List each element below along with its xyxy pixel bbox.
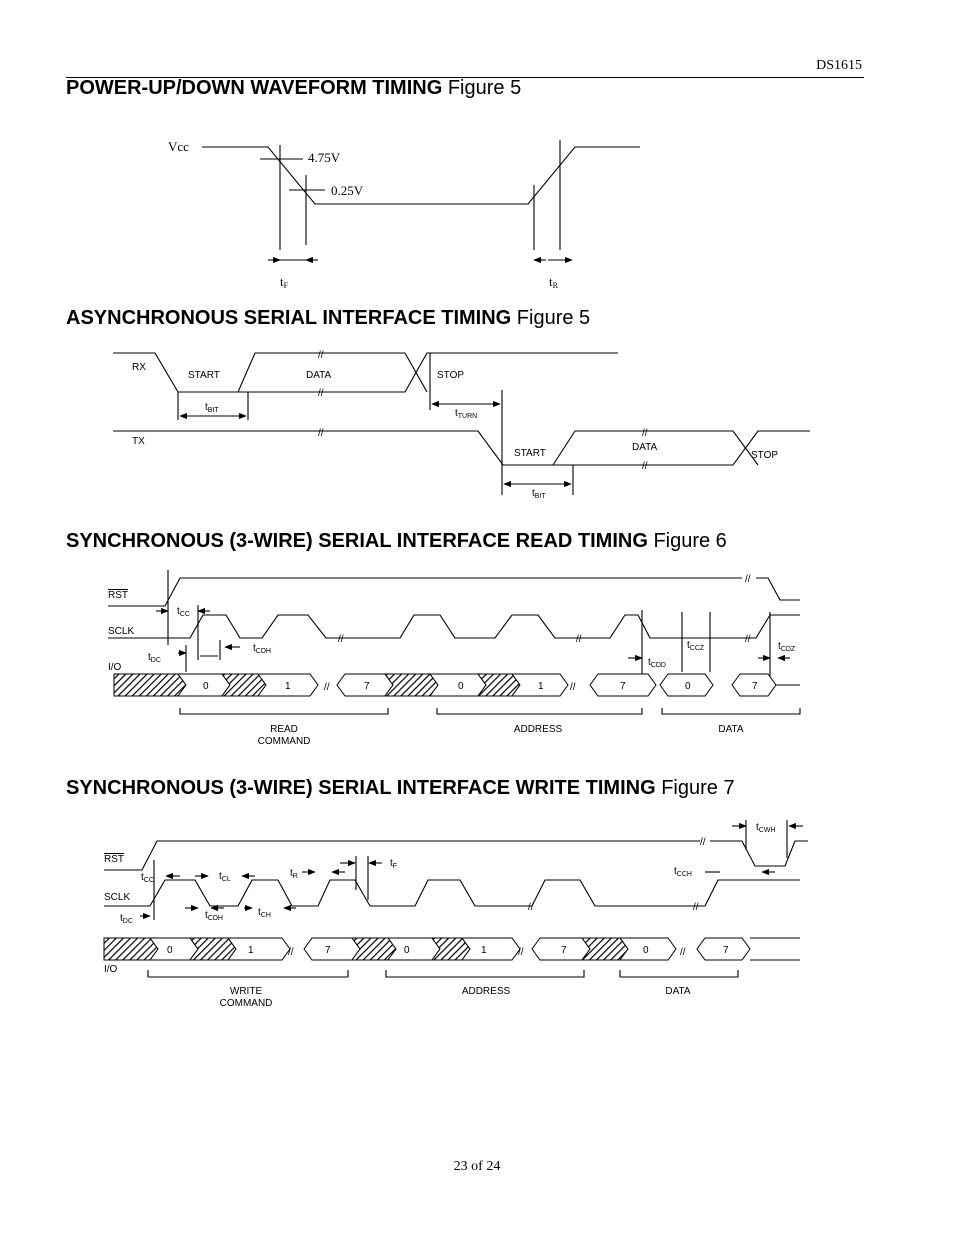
figure-ref: Figure 5 bbox=[516, 307, 591, 329]
tr-label: tR bbox=[549, 274, 558, 290]
data-label: DATA bbox=[665, 986, 691, 997]
tcl-label: $t_{CL}$ bbox=[219, 871, 231, 883]
address-brace bbox=[386, 970, 584, 977]
write-command-brace bbox=[148, 970, 348, 977]
rst-label: RST bbox=[104, 854, 124, 865]
bit-label: 7 bbox=[620, 681, 626, 692]
address-label: ADDRESS bbox=[461, 986, 511, 997]
tf-label: $t_F$ bbox=[390, 858, 398, 870]
rst-waveform bbox=[104, 841, 700, 870]
title-text: SYNCHRONOUS (3-WIRE) SERIAL INTERFACE WRITE TIMING bbox=[66, 777, 656, 799]
bit-label: 0 bbox=[458, 681, 464, 692]
break-mark: // bbox=[693, 902, 699, 913]
io-bit-1 bbox=[228, 938, 290, 960]
io-dontcare bbox=[114, 674, 186, 696]
label-4.75v: 4.75V bbox=[308, 150, 341, 165]
tr-label: $t_R$ bbox=[290, 868, 298, 880]
tturn-label: $t_{TURN}$ bbox=[455, 408, 478, 420]
power-waveform-diagram bbox=[168, 139, 640, 290]
bit-label: 0 bbox=[203, 681, 209, 692]
tcwh-label: $t_{CWH}$ bbox=[756, 822, 776, 834]
io-dontcare bbox=[385, 674, 438, 696]
data-brace bbox=[620, 970, 738, 977]
bit-label: 1 bbox=[285, 681, 291, 692]
rst-label: RST bbox=[108, 590, 128, 601]
page-number: 23 of 24 bbox=[453, 1159, 501, 1174]
break-mark: // bbox=[324, 682, 330, 693]
tcc-label: $t_{CC}$ bbox=[141, 872, 154, 884]
break-mark: // bbox=[338, 634, 344, 645]
bit-label: 7 bbox=[752, 681, 758, 692]
tf-label: tF bbox=[280, 274, 289, 290]
io-bit-7 bbox=[304, 938, 360, 960]
break-mark: // bbox=[318, 350, 324, 361]
bit-label: 1 bbox=[481, 945, 487, 956]
command-label: COMMAND bbox=[257, 736, 311, 747]
tcc-label: $t_{CC}$ bbox=[177, 606, 190, 618]
bit-label: 0 bbox=[643, 945, 649, 956]
io-dontcare bbox=[104, 938, 158, 960]
read-command-brace bbox=[180, 708, 388, 714]
tch-label: $t_{CH}$ bbox=[258, 907, 271, 919]
title-text: SYNCHRONOUS (3-WIRE) SERIAL INTERFACE READ TIMING bbox=[66, 530, 648, 552]
break-mark: // bbox=[528, 902, 534, 913]
figure-ref: Figure 6 bbox=[653, 530, 727, 552]
title-text: ASYNCHRONOUS SERIAL INTERFACE TIMING bbox=[66, 307, 512, 329]
tcdd-label: $t_{CDD}$ bbox=[648, 657, 666, 669]
address-brace bbox=[437, 708, 642, 714]
break-mark: // bbox=[288, 947, 294, 958]
bit-label: 0 bbox=[685, 681, 691, 692]
rx-tbit-label: $t_{BIT}$ bbox=[205, 402, 219, 414]
tx-tbit-label: $t_{BIT}$ bbox=[532, 488, 546, 500]
rst-waveform-end bbox=[710, 841, 808, 866]
rx-data-label: DATA bbox=[306, 370, 332, 381]
address-label: ADDRESS bbox=[513, 724, 563, 735]
tcdh-label: $t_{CDH}$ bbox=[253, 643, 271, 655]
break-mark: // bbox=[642, 461, 648, 472]
label-0.25v: 0.25V bbox=[331, 183, 364, 198]
tx-label: TX bbox=[132, 436, 145, 447]
vcc-waveform bbox=[202, 147, 640, 204]
bit-label: 7 bbox=[561, 945, 567, 956]
tx-start-label: START bbox=[514, 448, 546, 459]
sync-read-diagram bbox=[108, 570, 800, 747]
io-addr-bit-0 bbox=[388, 938, 440, 960]
title-text: POWER-UP/DOWN WAVEFORM TIMING bbox=[66, 77, 443, 99]
bit-label: 7 bbox=[325, 945, 331, 956]
break-mark: // bbox=[518, 947, 524, 958]
sclk-label: SCLK bbox=[108, 626, 135, 637]
break-mark: // bbox=[576, 634, 582, 645]
bit-label: 1 bbox=[248, 945, 254, 956]
io-label: I/O bbox=[104, 964, 118, 975]
vcc-label: Vcc bbox=[168, 139, 189, 154]
break-mark: // bbox=[745, 634, 751, 645]
rx-start-label: START bbox=[188, 370, 220, 381]
tx-stop-label: STOP bbox=[751, 450, 779, 461]
break-mark: // bbox=[700, 837, 706, 848]
figure-ref: Figure 5 bbox=[447, 77, 522, 99]
break-mark: // bbox=[745, 574, 751, 585]
tx-data-label: DATA bbox=[632, 442, 658, 453]
data-label: DATA bbox=[718, 724, 744, 735]
tccz-label: $t_{CCZ}$ bbox=[687, 640, 705, 652]
tdc-label: $t_{DC}$ bbox=[148, 652, 161, 664]
bit-label: 7 bbox=[723, 945, 729, 956]
io-label: I/O bbox=[108, 662, 122, 673]
bit-label: 0 bbox=[404, 945, 410, 956]
rx-bottom-waveform bbox=[238, 353, 618, 392]
bit-label: 1 bbox=[538, 681, 544, 692]
tcdh-label: $t_{CDH}$ bbox=[205, 910, 223, 922]
rst-waveform bbox=[108, 578, 742, 606]
sync-write-diagram bbox=[104, 820, 808, 1009]
write-label: WRITE bbox=[229, 986, 263, 997]
rx-label: RX bbox=[132, 362, 146, 373]
command-label: COMMAND bbox=[219, 998, 273, 1009]
tdc-label: $t_{DC}$ bbox=[120, 913, 133, 925]
tcch-label: $t_{CCH}$ bbox=[674, 866, 692, 878]
sclk-label: SCLK bbox=[104, 892, 131, 903]
rx-top-waveform bbox=[113, 353, 427, 392]
bit-label: 0 bbox=[167, 945, 173, 956]
break-mark: // bbox=[318, 388, 324, 399]
tx-top-waveform bbox=[113, 431, 758, 465]
tcdz-label: $t_{CDZ}$ bbox=[778, 641, 796, 653]
document-code: DS1615 bbox=[816, 58, 862, 73]
io-addr-bit-1 bbox=[462, 938, 520, 960]
read-label: READ bbox=[270, 724, 298, 735]
async-serial-diagram bbox=[113, 350, 810, 500]
read-sclk-waveform bbox=[108, 615, 800, 638]
data-brace bbox=[662, 708, 800, 714]
break-mark: // bbox=[570, 682, 576, 693]
rx-stop-label: STOP bbox=[437, 370, 465, 381]
figure-ref: Figure 7 bbox=[661, 777, 735, 799]
break-mark: // bbox=[318, 428, 324, 439]
bit-label: 7 bbox=[364, 681, 370, 692]
break-mark: // bbox=[642, 428, 648, 439]
break-mark: // bbox=[680, 947, 686, 958]
rst-waveform-end bbox=[756, 578, 800, 600]
